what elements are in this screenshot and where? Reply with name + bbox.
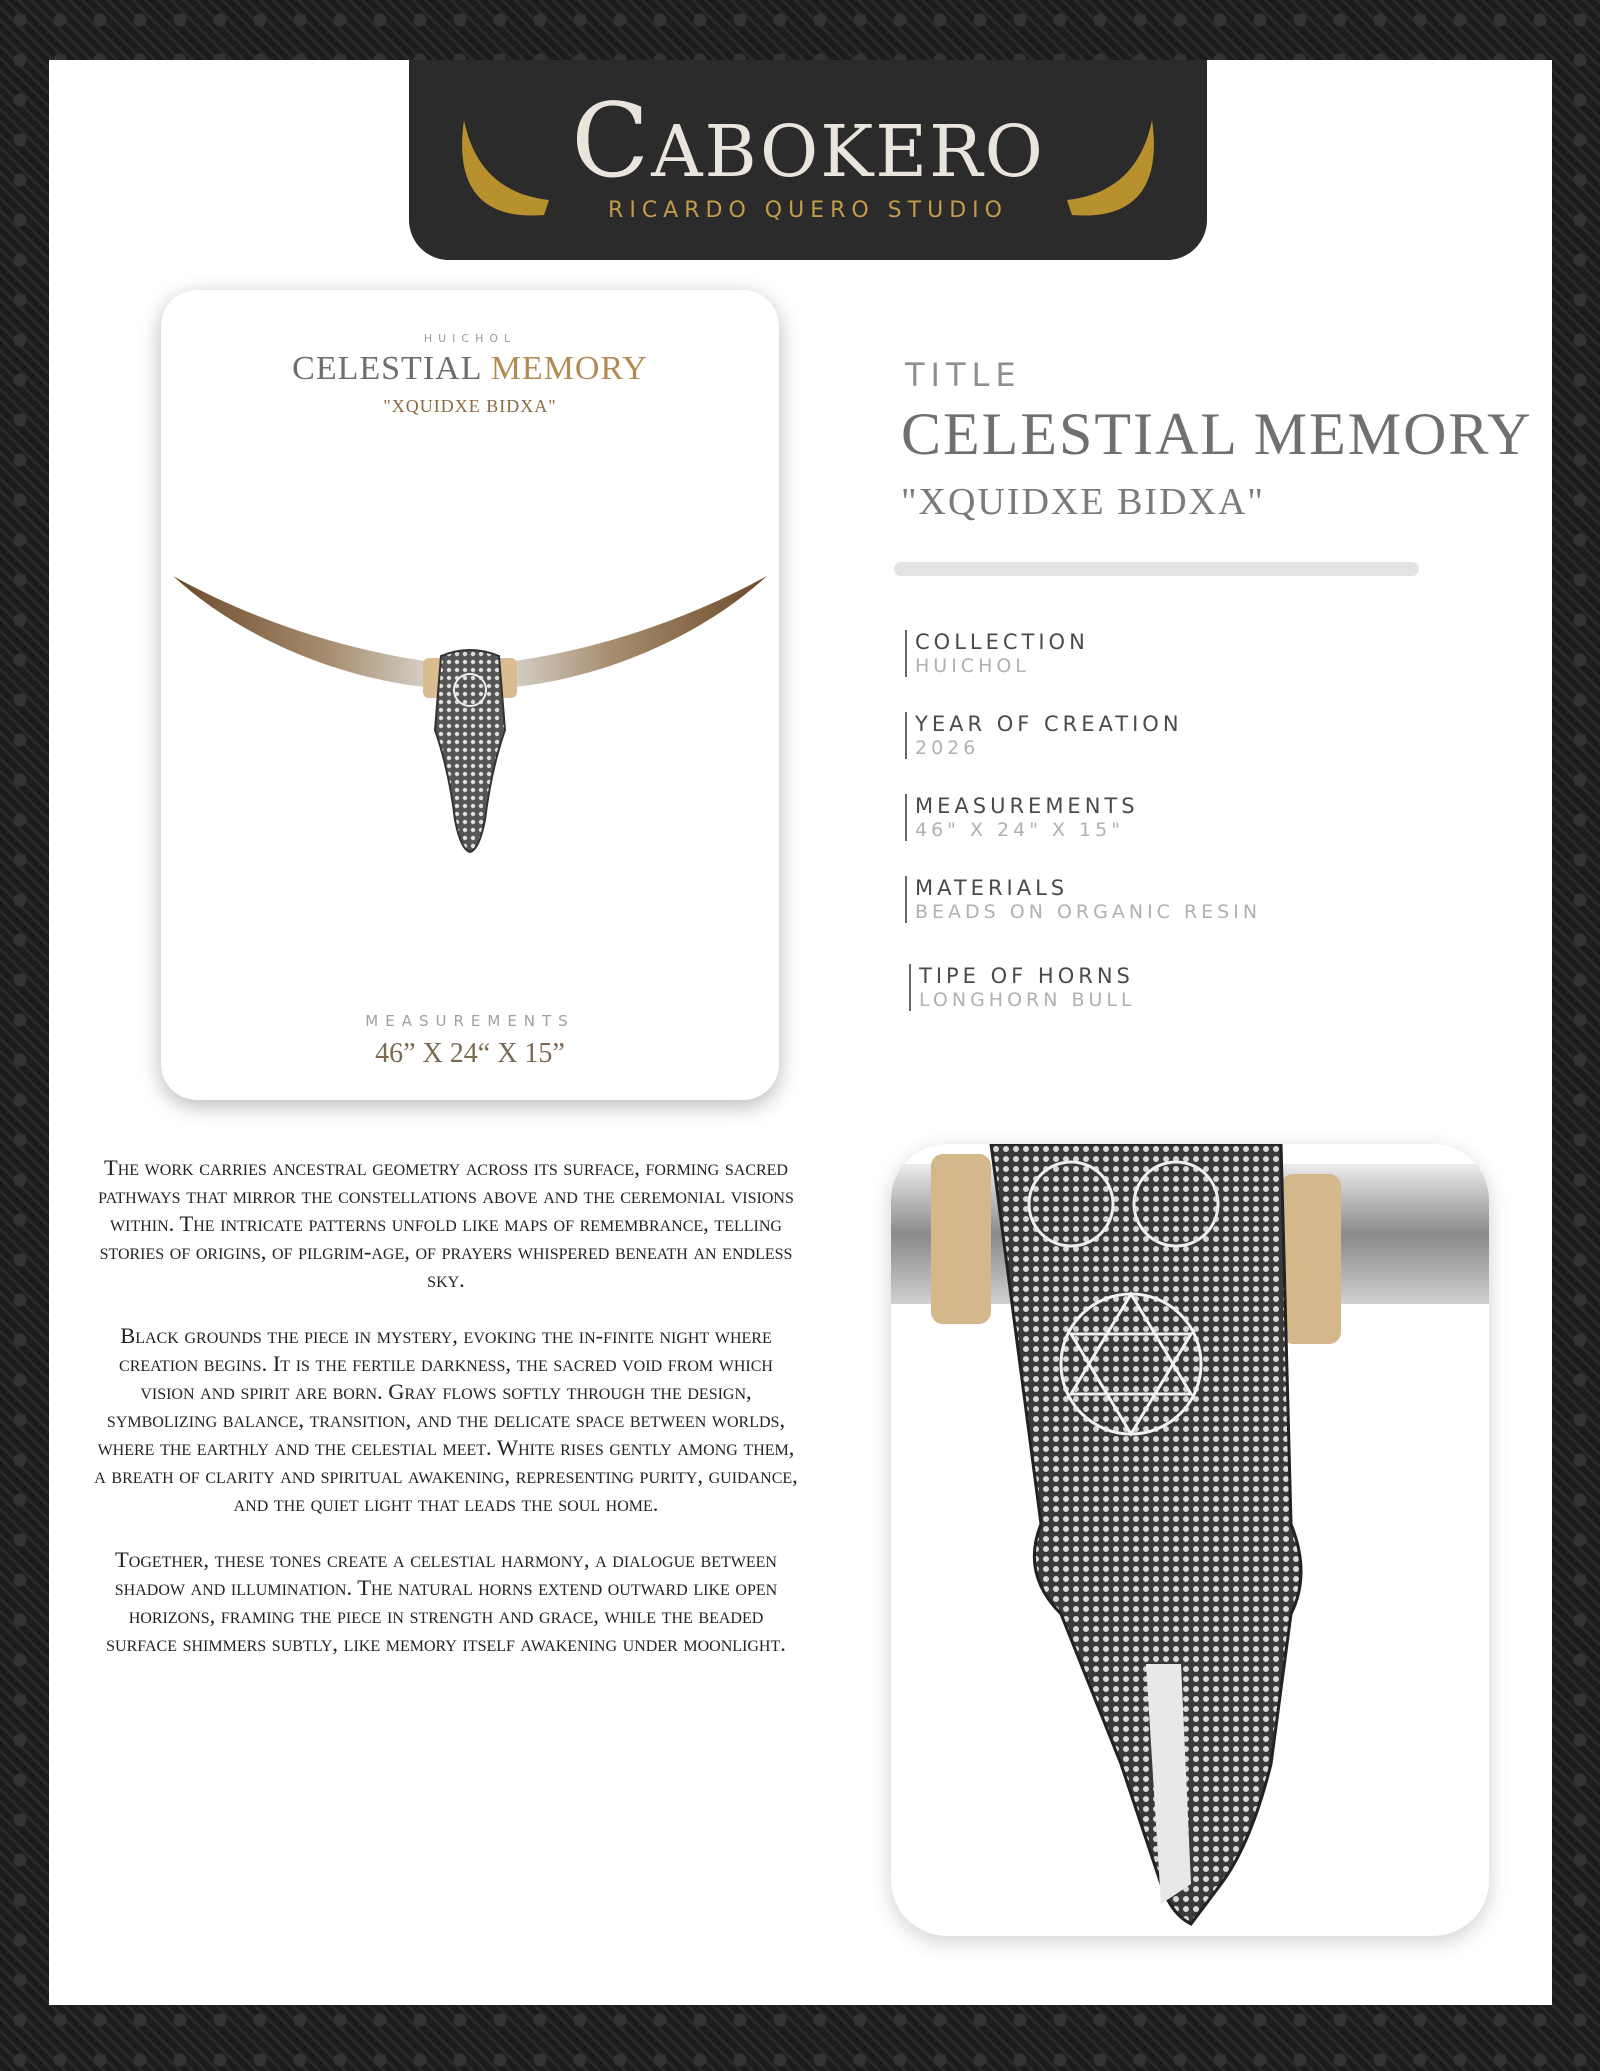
spec-value: LONGHORN BULL	[919, 989, 1136, 1011]
spec-label: YEAR OF CREATION	[915, 712, 1183, 736]
card-subtitle: "XQUIDXE BIDXA"	[383, 396, 557, 416]
card-collection: HUICHOL	[423, 332, 517, 345]
spec-value: 46" X 24" X 15"	[915, 819, 1124, 841]
spec-collection	[905, 630, 1089, 677]
beaded-skull-closeup-image	[891, 1144, 1489, 1936]
description-paragraph: The work carries ancestral geometry across its surface, forming sacred pathways that mirror the constellations above and the ceremonial visions within. The intricate patterns unfold like maps of remembrance, telling stories of origins, of pilgrim-age, of prayers whispered beneath an endless sky.	[98, 1155, 794, 1292]
spec-value: 2026	[915, 737, 980, 759]
brand-name: Cabokero	[571, 82, 1045, 201]
divider	[894, 562, 1419, 576]
product-card	[161, 290, 779, 1100]
spec-measurements	[905, 794, 1139, 841]
spec-label: MEASUREMENTS	[915, 794, 1139, 818]
card-measurements-label: MEASUREMENTS	[365, 1012, 575, 1030]
spec-label: TIPE OF HORNS	[919, 964, 1134, 988]
spec-horns	[909, 964, 1136, 1011]
brand-logo	[409, 60, 1207, 260]
info-title-label: TITLE	[905, 356, 1022, 394]
spec-materials	[905, 876, 1261, 923]
info-title: CELESTIAL MEMORY	[901, 401, 1533, 467]
spec-label: COLLECTION	[915, 630, 1089, 654]
brand-tagline: RICARDO QUERO STUDIO	[608, 198, 1008, 223]
skull-detail-photo	[891, 1144, 1489, 1936]
description-paragraph: Black grounds the piece in mystery, evoking the in-finite night where creation begins. It is the fertile darkness, the sacred void from which vision and spirit are born. Gray flows softly through the design, symbolizing balance, transition, and the delicate space between worlds, where the earthly and the celestial meet. White rises gently among them, a breath of clarity and spiritual awakening, representing purity, guidance, and the quiet light that leads the soul home.	[94, 1323, 798, 1516]
spec-label: MATERIALS	[915, 876, 1069, 900]
card-title	[161, 350, 779, 388]
longhorn-skull-image	[173, 570, 767, 870]
info-subtitle: "XQUIDXE BIDXA"	[901, 481, 1265, 523]
card-measurements: 46” X 24“ X 15”	[375, 1038, 565, 1069]
spec-value: HUICHOL	[915, 655, 1030, 677]
card-title-accent: MEMORY	[490, 350, 648, 387]
spec-year	[905, 712, 1183, 759]
description-paragraph: Together, these tones create a celestial harmony, a dialogue between shadow and illumination. The natural horns extend outward like open horizons, framing the piece in strength and grace, while the beaded surface shimmers subtly, like memory itself awakening under moonlight.	[106, 1547, 786, 1656]
description	[91, 1154, 801, 1686]
catalog-sheet	[49, 60, 1552, 2005]
spec-value: BEADS ON ORGANIC RESIN	[915, 901, 1262, 923]
card-title-main: CELESTIAL	[292, 350, 482, 387]
